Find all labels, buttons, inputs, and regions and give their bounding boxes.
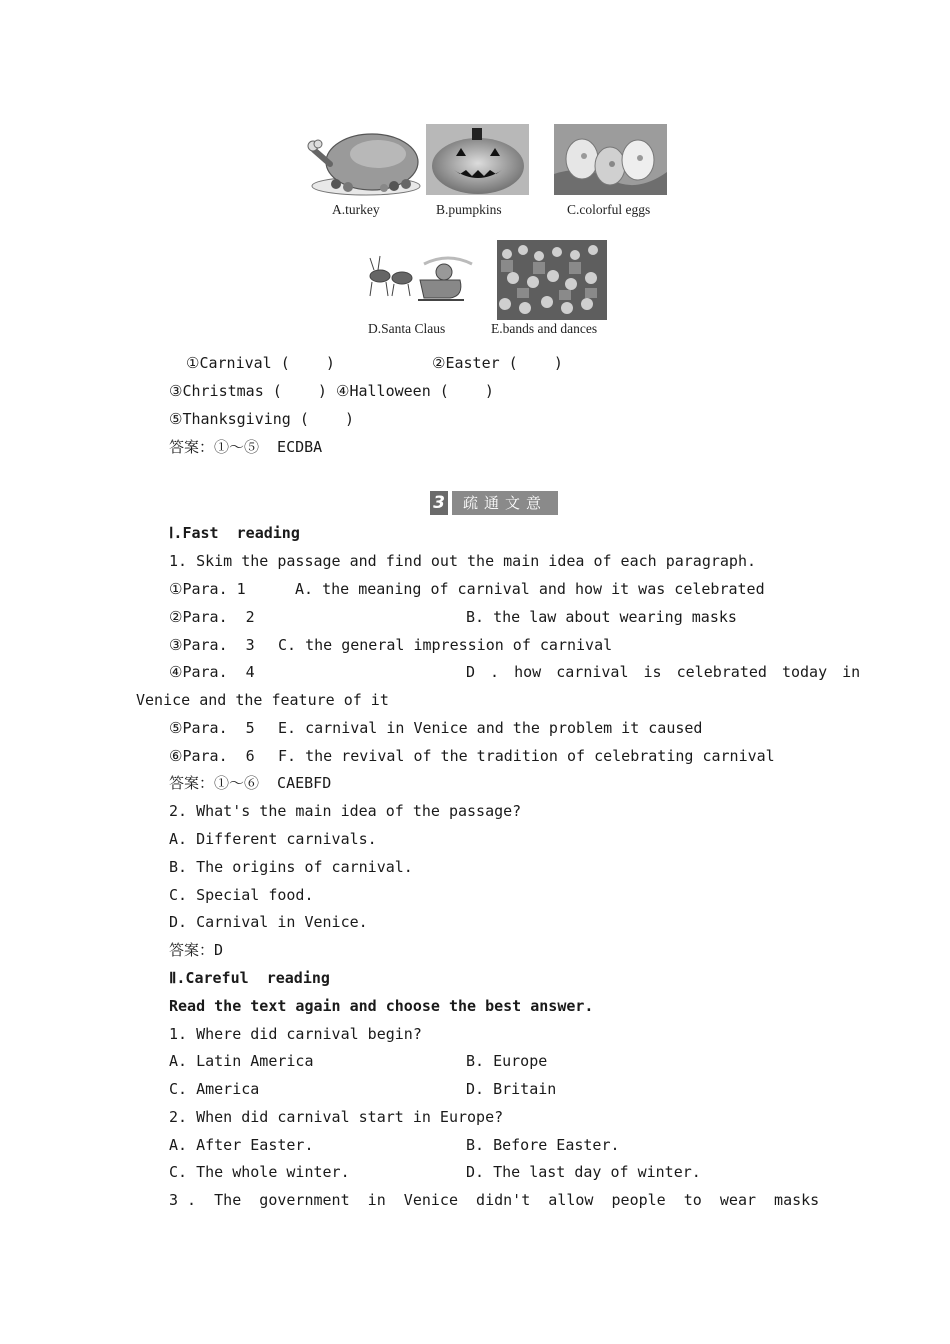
para-2: ②Para. 2	[169, 608, 255, 626]
bands-and-dances-picture	[497, 240, 607, 320]
fast-answer-2: 答案：D	[169, 941, 224, 959]
matching-q5: ⑤Thanksgiving ( )	[169, 410, 355, 428]
careful-reading-heading: Ⅱ.Careful reading	[169, 969, 330, 987]
option-e: E. carnival in Venice and the problem it caused	[278, 719, 703, 737]
fast-reading-heading: Ⅰ.Fast reading	[169, 524, 300, 542]
para-6: ⑥Para. 6	[169, 747, 255, 765]
fast-q2-option-d: D. Carnival in Venice.	[169, 913, 368, 931]
santa-caption: D.Santa Claus	[368, 321, 446, 336]
option-d-continued: Venice and the feature of it	[136, 691, 389, 709]
option-b: B. the law about wearing masks	[466, 608, 737, 626]
option-d: D . how carnival is celebrated today in	[466, 663, 861, 681]
para-1: ①Para. 1	[169, 580, 246, 598]
turkey-caption: A.turkey	[332, 202, 380, 217]
para-5: ⑤Para. 5	[169, 719, 255, 737]
turkey-picture	[306, 124, 422, 200]
colorful-eggs-picture	[554, 124, 667, 195]
matching-q1: ①Carnival ( )	[186, 354, 335, 372]
pumpkins-picture	[426, 124, 529, 195]
para-3: ③Para. 3	[169, 636, 255, 654]
section-title: 疏通文意	[452, 491, 558, 515]
careful-question-3: 3 . The government in Venice didn't allow people to wear masks	[169, 1191, 820, 1209]
fast-task: 1. Skim the passage and find out the main idea of each paragraph.	[169, 552, 756, 570]
matching-q2: ②Easter ( )	[432, 354, 563, 372]
fast-q2-option-b: B. The origins of carnival.	[169, 858, 413, 876]
matching-q4: ④Halloween ( )	[336, 382, 494, 400]
eggs-caption: C.colorful eggs	[567, 202, 651, 217]
fast-q2-option-c: C. Special food.	[169, 886, 314, 904]
matching-answer: 答案：①～⑤ ECDBA	[169, 438, 323, 456]
careful-q2-option-b: B. Before Easter.	[466, 1136, 620, 1154]
careful-q2-option-c: C. The whole winter.	[169, 1163, 350, 1181]
careful-q2-option-a: A. After Easter.	[169, 1136, 314, 1154]
fast-q2-option-a: A. Different carnivals.	[169, 830, 377, 848]
para-4: ④Para. 4	[169, 663, 255, 681]
option-a: A. the meaning of carnival and how it was celebrated	[295, 580, 765, 598]
bands-caption: E.bands and dances	[491, 321, 598, 336]
careful-q1-option-b: B. Europe	[466, 1052, 548, 1070]
careful-q1-option-a: A. Latin America	[169, 1052, 314, 1070]
fast-answer-1: 答案：①～⑥ CAEBFD	[169, 774, 332, 792]
careful-q1-option-d: D. Britain	[466, 1080, 557, 1098]
careful-q1-option-c: C. America	[169, 1080, 260, 1098]
careful-question-1: 1. Where did carnival begin?	[169, 1025, 422, 1043]
option-f: F. the revival of the tradition of celebrating carnival	[278, 747, 775, 765]
matching-q3: ③Christmas ( )	[169, 382, 327, 400]
careful-instruction: Read the text again and choose the best answer.	[169, 997, 594, 1015]
santa-claus-picture	[364, 250, 474, 306]
fast-question-2: 2. What's the main idea of the passage?	[169, 802, 522, 820]
option-c: C. the general impression of carnival	[278, 636, 613, 654]
careful-q2-option-d: D. The last day of winter.	[466, 1163, 701, 1181]
careful-question-2: 2. When did carnival start in Europe?	[169, 1108, 504, 1126]
section-number: 3	[430, 491, 448, 515]
pumpkins-caption: B.pumpkins	[436, 202, 502, 217]
